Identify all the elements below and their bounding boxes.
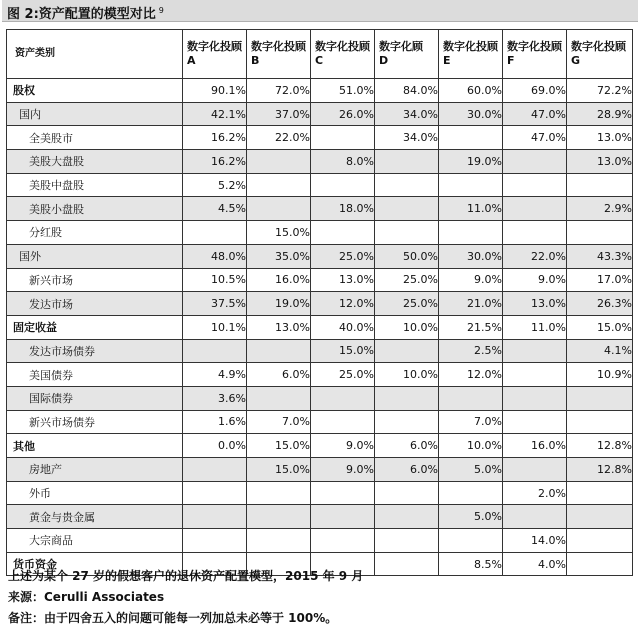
column-header-category: 资产类别 bbox=[7, 30, 183, 79]
table-cell bbox=[183, 221, 247, 245]
table-cell bbox=[375, 410, 439, 434]
table-cell: 42.1% bbox=[183, 102, 247, 126]
figure-title-text: 图 2:资产配置的模型对比 bbox=[7, 7, 156, 22]
table-cell bbox=[503, 505, 567, 529]
table-cell bbox=[247, 505, 311, 529]
table-cell: 34.0% bbox=[375, 102, 439, 126]
table-row bbox=[7, 268, 633, 292]
row-label: 美国债券 bbox=[7, 363, 183, 387]
table-cell: 6.0% bbox=[247, 363, 311, 387]
table-cell: 25.0% bbox=[375, 292, 439, 316]
table-cell bbox=[503, 173, 567, 197]
row-label: 国际债券 bbox=[7, 386, 183, 410]
table-cell: 18.0% bbox=[311, 197, 375, 221]
table-row bbox=[7, 410, 633, 434]
table-cell: 13.0% bbox=[247, 315, 311, 339]
column-header-advisor-d: 数字化顾 D bbox=[375, 30, 439, 79]
table-cell bbox=[439, 126, 503, 150]
table-cell: 28.9% bbox=[567, 102, 633, 126]
table-cell bbox=[375, 529, 439, 553]
table-row bbox=[7, 150, 633, 174]
note-remark: 备注：由于四舍五入的问题可能每一列加总未必等于 100%。 bbox=[8, 611, 338, 625]
table-cell: 19.0% bbox=[439, 150, 503, 174]
table-cell: 11.0% bbox=[439, 197, 503, 221]
table-cell: 5.0% bbox=[439, 458, 503, 482]
table-row bbox=[7, 481, 633, 505]
table-row bbox=[7, 173, 633, 197]
table-cell bbox=[375, 386, 439, 410]
table-cell: 10.0% bbox=[375, 363, 439, 387]
column-header-advisor-g: 数字化投顾 G bbox=[567, 30, 633, 79]
row-label: 国内 bbox=[7, 102, 183, 126]
table-cell bbox=[183, 458, 247, 482]
table-cell bbox=[375, 339, 439, 363]
row-label: 发达市场 bbox=[7, 292, 183, 316]
table-cell: 16.0% bbox=[503, 434, 567, 458]
table-row bbox=[7, 386, 633, 410]
table-cell: 15.0% bbox=[247, 458, 311, 482]
table-row bbox=[7, 363, 633, 387]
row-label: 其他 bbox=[7, 434, 183, 458]
table-cell bbox=[375, 481, 439, 505]
table-cell: 50.0% bbox=[375, 244, 439, 268]
column-header-advisor-c: 数字化投顾 C bbox=[311, 30, 375, 79]
table-cell bbox=[311, 386, 375, 410]
table-cell: 17.0% bbox=[567, 268, 633, 292]
table-cell: 12.8% bbox=[567, 458, 633, 482]
table-cell: 21.0% bbox=[439, 292, 503, 316]
table-cell: 15.0% bbox=[247, 221, 311, 245]
table-cell: 51.0% bbox=[311, 79, 375, 103]
table-cell: 47.0% bbox=[503, 126, 567, 150]
table-cell: 10.0% bbox=[439, 434, 503, 458]
table-cell: 47.0% bbox=[503, 102, 567, 126]
table-cell bbox=[567, 386, 633, 410]
table-cell bbox=[311, 126, 375, 150]
table-header-row bbox=[7, 30, 633, 79]
table-cell bbox=[183, 481, 247, 505]
table-cell: 16.0% bbox=[247, 268, 311, 292]
table-cell bbox=[247, 150, 311, 174]
note-description: 上述为某个 27 岁的假想客户的退休资产配置模型，2015 年 9 月 bbox=[8, 569, 364, 583]
table-cell: 4.1% bbox=[567, 339, 633, 363]
table-cell: 72.2% bbox=[567, 79, 633, 103]
table-cell: 48.0% bbox=[183, 244, 247, 268]
table-cell: 21.5% bbox=[439, 315, 503, 339]
row-label: 黄金与贵金属 bbox=[7, 505, 183, 529]
row-label: 货币资金 bbox=[7, 552, 183, 576]
table-cell bbox=[375, 150, 439, 174]
table-cell bbox=[439, 481, 503, 505]
row-label: 固定收益 bbox=[7, 315, 183, 339]
table-cell: 0.0% bbox=[183, 434, 247, 458]
table-cell: 37.0% bbox=[247, 102, 311, 126]
table-cell bbox=[375, 505, 439, 529]
table-cell bbox=[375, 197, 439, 221]
table-cell bbox=[503, 386, 567, 410]
table-cell bbox=[183, 505, 247, 529]
table-cell: 3.6% bbox=[183, 386, 247, 410]
table-cell bbox=[439, 386, 503, 410]
table-cell bbox=[247, 197, 311, 221]
table-cell bbox=[567, 505, 633, 529]
table-cell bbox=[247, 481, 311, 505]
table-cell: 30.0% bbox=[439, 102, 503, 126]
table-cell: 10.1% bbox=[183, 315, 247, 339]
table-cell: 2.5% bbox=[439, 339, 503, 363]
table-cell: 19.0% bbox=[247, 292, 311, 316]
table-cell: 40.0% bbox=[311, 315, 375, 339]
table-cell: 37.5% bbox=[183, 292, 247, 316]
table-row bbox=[7, 505, 633, 529]
table-cell: 14.0% bbox=[503, 529, 567, 553]
row-label: 发达市场债券 bbox=[7, 339, 183, 363]
note-source: 来源：Cerulli Associates bbox=[8, 590, 165, 604]
table-cell: 10.0% bbox=[375, 315, 439, 339]
table-row bbox=[7, 102, 633, 126]
table-row bbox=[7, 79, 633, 103]
table-cell: 12.0% bbox=[439, 363, 503, 387]
table-cell bbox=[183, 529, 247, 553]
table-cell: 2.9% bbox=[567, 197, 633, 221]
table-cell: 16.2% bbox=[183, 126, 247, 150]
table-cell: 10.9% bbox=[567, 363, 633, 387]
table-cell: 4.9% bbox=[183, 363, 247, 387]
table-row bbox=[7, 458, 633, 482]
table-notes bbox=[8, 566, 632, 629]
table-cell: 13.0% bbox=[311, 268, 375, 292]
table-cell: 7.0% bbox=[439, 410, 503, 434]
table-cell: 5.2% bbox=[183, 173, 247, 197]
table-row bbox=[7, 434, 633, 458]
row-label: 外币 bbox=[7, 481, 183, 505]
table-cell: 1.6% bbox=[183, 410, 247, 434]
table-cell: 6.0% bbox=[375, 458, 439, 482]
table-cell bbox=[311, 221, 375, 245]
row-label: 国外 bbox=[7, 244, 183, 268]
table-cell: 43.3% bbox=[567, 244, 633, 268]
table-cell bbox=[375, 173, 439, 197]
table-cell bbox=[567, 410, 633, 434]
table-cell: 12.0% bbox=[311, 292, 375, 316]
footnote-marker: 9 bbox=[158, 6, 164, 15]
table-cell bbox=[247, 529, 311, 553]
table-cell: 34.0% bbox=[375, 126, 439, 150]
table-cell: 10.5% bbox=[183, 268, 247, 292]
table-cell: 22.0% bbox=[247, 126, 311, 150]
table-cell: 72.0% bbox=[247, 79, 311, 103]
table-cell: 12.8% bbox=[567, 434, 633, 458]
table-cell: 13.0% bbox=[567, 126, 633, 150]
table-row bbox=[7, 244, 633, 268]
row-label: 股权 bbox=[7, 79, 183, 103]
table-cell: 15.0% bbox=[311, 339, 375, 363]
table-cell bbox=[311, 173, 375, 197]
row-label: 美股大盘股 bbox=[7, 150, 183, 174]
table-cell bbox=[439, 173, 503, 197]
table-cell: 69.0% bbox=[503, 79, 567, 103]
table-cell bbox=[503, 221, 567, 245]
table-cell: 9.0% bbox=[439, 268, 503, 292]
row-label: 大宗商品 bbox=[7, 529, 183, 553]
table-cell bbox=[247, 173, 311, 197]
table-cell bbox=[503, 458, 567, 482]
table-body bbox=[7, 79, 633, 576]
row-label: 全美股市 bbox=[7, 126, 183, 150]
table-cell: 25.0% bbox=[311, 363, 375, 387]
row-label: 美股中盘股 bbox=[7, 173, 183, 197]
table-cell: 9.0% bbox=[311, 458, 375, 482]
table-cell bbox=[567, 481, 633, 505]
table-cell bbox=[183, 339, 247, 363]
column-header-advisor-b: 数字化投顾 B bbox=[247, 30, 311, 79]
table-cell: 4.5% bbox=[183, 197, 247, 221]
table-cell: 26.0% bbox=[311, 102, 375, 126]
table-cell bbox=[567, 529, 633, 553]
table-cell: 15.0% bbox=[567, 315, 633, 339]
table-row bbox=[7, 315, 633, 339]
table-cell bbox=[503, 197, 567, 221]
table-cell bbox=[439, 221, 503, 245]
table-cell bbox=[311, 481, 375, 505]
row-label: 分红股 bbox=[7, 221, 183, 245]
table-cell bbox=[567, 173, 633, 197]
table-cell: 25.0% bbox=[375, 268, 439, 292]
table-row bbox=[7, 126, 633, 150]
table-cell bbox=[439, 529, 503, 553]
table-cell bbox=[503, 410, 567, 434]
table-cell: 9.0% bbox=[311, 434, 375, 458]
table-cell: 8.0% bbox=[311, 150, 375, 174]
table-cell bbox=[311, 505, 375, 529]
row-label: 新兴市场 bbox=[7, 268, 183, 292]
table-cell: 16.2% bbox=[183, 150, 247, 174]
table-cell: 35.0% bbox=[247, 244, 311, 268]
asset-allocation-table bbox=[6, 29, 633, 576]
table-cell: 2.0% bbox=[503, 481, 567, 505]
row-label: 美股小盘股 bbox=[7, 197, 183, 221]
table-cell: 5.0% bbox=[439, 505, 503, 529]
table-cell bbox=[311, 410, 375, 434]
table-cell: 25.0% bbox=[311, 244, 375, 268]
column-header-advisor-e: 数字化投顾 E bbox=[439, 30, 503, 79]
table-cell: 8.5% bbox=[439, 552, 503, 576]
table-cell: 9.0% bbox=[503, 268, 567, 292]
figure-title bbox=[2, 0, 638, 22]
table-row bbox=[7, 221, 633, 245]
table-cell: 26.3% bbox=[567, 292, 633, 316]
table-row bbox=[7, 529, 633, 553]
table-cell bbox=[375, 221, 439, 245]
table-cell: 90.1% bbox=[183, 79, 247, 103]
table-cell bbox=[503, 363, 567, 387]
table-cell: 84.0% bbox=[375, 79, 439, 103]
table-cell: 7.0% bbox=[247, 410, 311, 434]
table-cell bbox=[311, 529, 375, 553]
table-cell bbox=[247, 339, 311, 363]
table-cell bbox=[503, 339, 567, 363]
table-cell: 6.0% bbox=[375, 434, 439, 458]
table-cell: 13.0% bbox=[503, 292, 567, 316]
table-row bbox=[7, 339, 633, 363]
table-row bbox=[7, 292, 633, 316]
row-label: 新兴市场债券 bbox=[7, 410, 183, 434]
table-cell bbox=[247, 386, 311, 410]
table-cell: 4.0% bbox=[503, 552, 567, 576]
row-label: 房地产 bbox=[7, 458, 183, 482]
table-cell: 60.0% bbox=[439, 79, 503, 103]
table-cell bbox=[503, 150, 567, 174]
table-row bbox=[7, 197, 633, 221]
column-header-advisor-a: 数字化投顾 A bbox=[183, 30, 247, 79]
table-cell: 30.0% bbox=[439, 244, 503, 268]
column-header-advisor-f: 数字化投顾 F bbox=[503, 30, 567, 79]
table-cell: 13.0% bbox=[567, 150, 633, 174]
table-cell bbox=[567, 221, 633, 245]
table-cell: 11.0% bbox=[503, 315, 567, 339]
table-cell: 22.0% bbox=[503, 244, 567, 268]
table-cell: 15.0% bbox=[247, 434, 311, 458]
